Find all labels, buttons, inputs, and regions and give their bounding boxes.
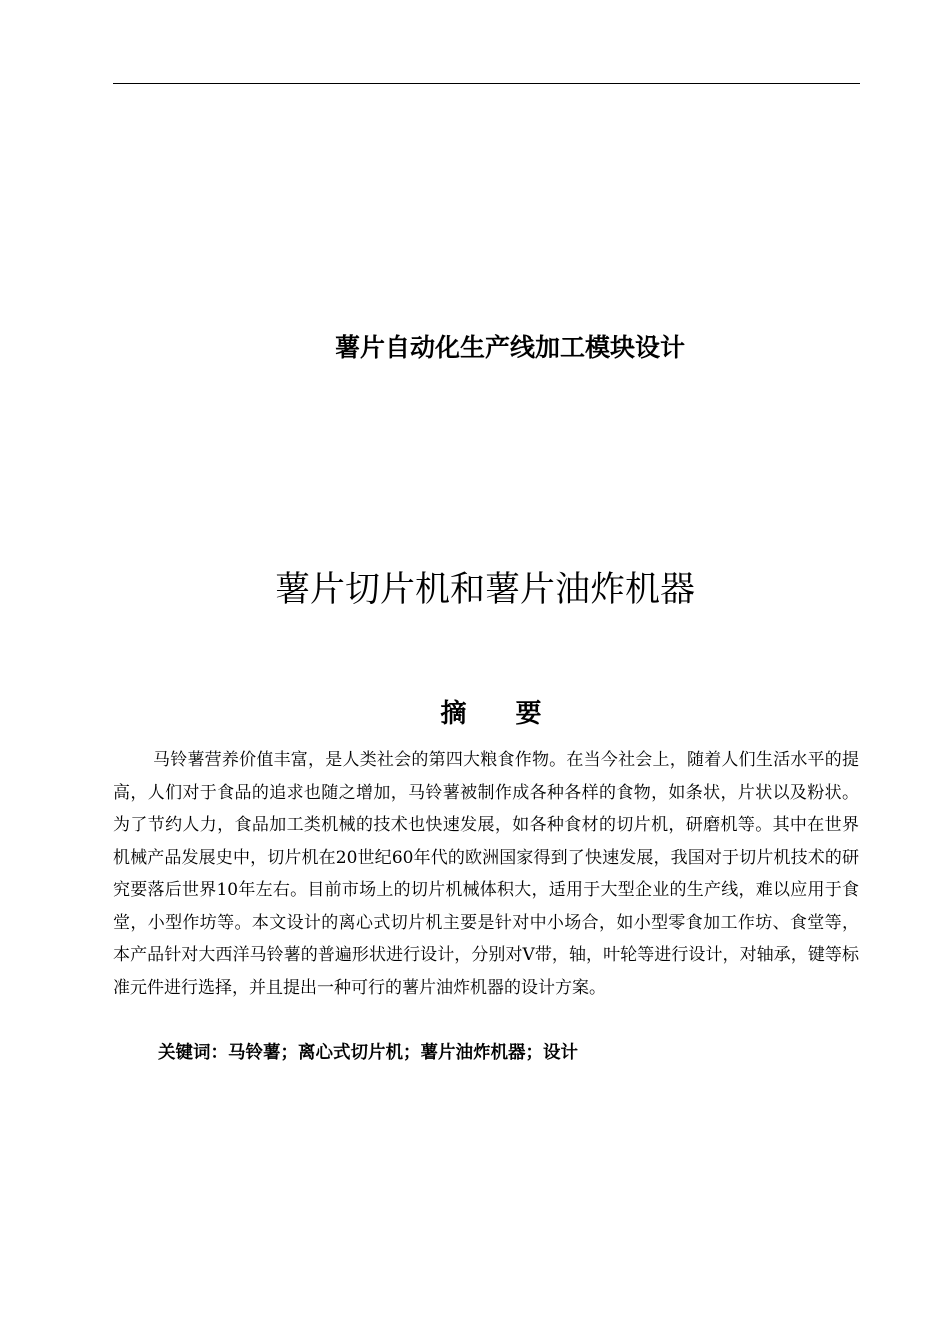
- main-title: 薯片切片机和薯片油炸机器: [274, 570, 695, 610]
- header-rule: [113, 83, 860, 84]
- project-title: 薯片自动化生产线加工模块设计: [334, 333, 685, 362]
- keywords: 关键词：马铃薯；离心式切片机；薯片油炸机器；设计: [158, 1043, 578, 1063]
- abstract-body: 马铃薯营养价值丰富，是人类社会的第四大粮食作物。在当今社会上，随着人们生活水平的提高，人们对于食品的追求也随之增加，马铃薯被制作成各种各样的食物，如条状，片状以及粉状。为了节约人力，食品加工类机械的技术也快速发展，如各种食材的切片机，研磨机等。其中在世界机械产品发展史中，切片机在20世纪60年代的欧洲国家得到了快速发展，我国对于切片机技术的研究要落后世界10年左右。目前市场上的切片机械体积大，适用于大型企业的生产线，难以应用于食堂，小型作坊等。本文设计的离心式切片机主要是针对中小场合，如小型零食加工作坊、食堂等，本产品针对大西洋马铃薯的普遍形状进行设计，分别对V带，轴，叶轮等进行设计，对轴承，键等标准元件进行选择，并且提出一种可行的薯片油炸机器的设计方案。: [113, 750, 859, 998]
- abstract-heading: 摘 要: [440, 699, 562, 729]
